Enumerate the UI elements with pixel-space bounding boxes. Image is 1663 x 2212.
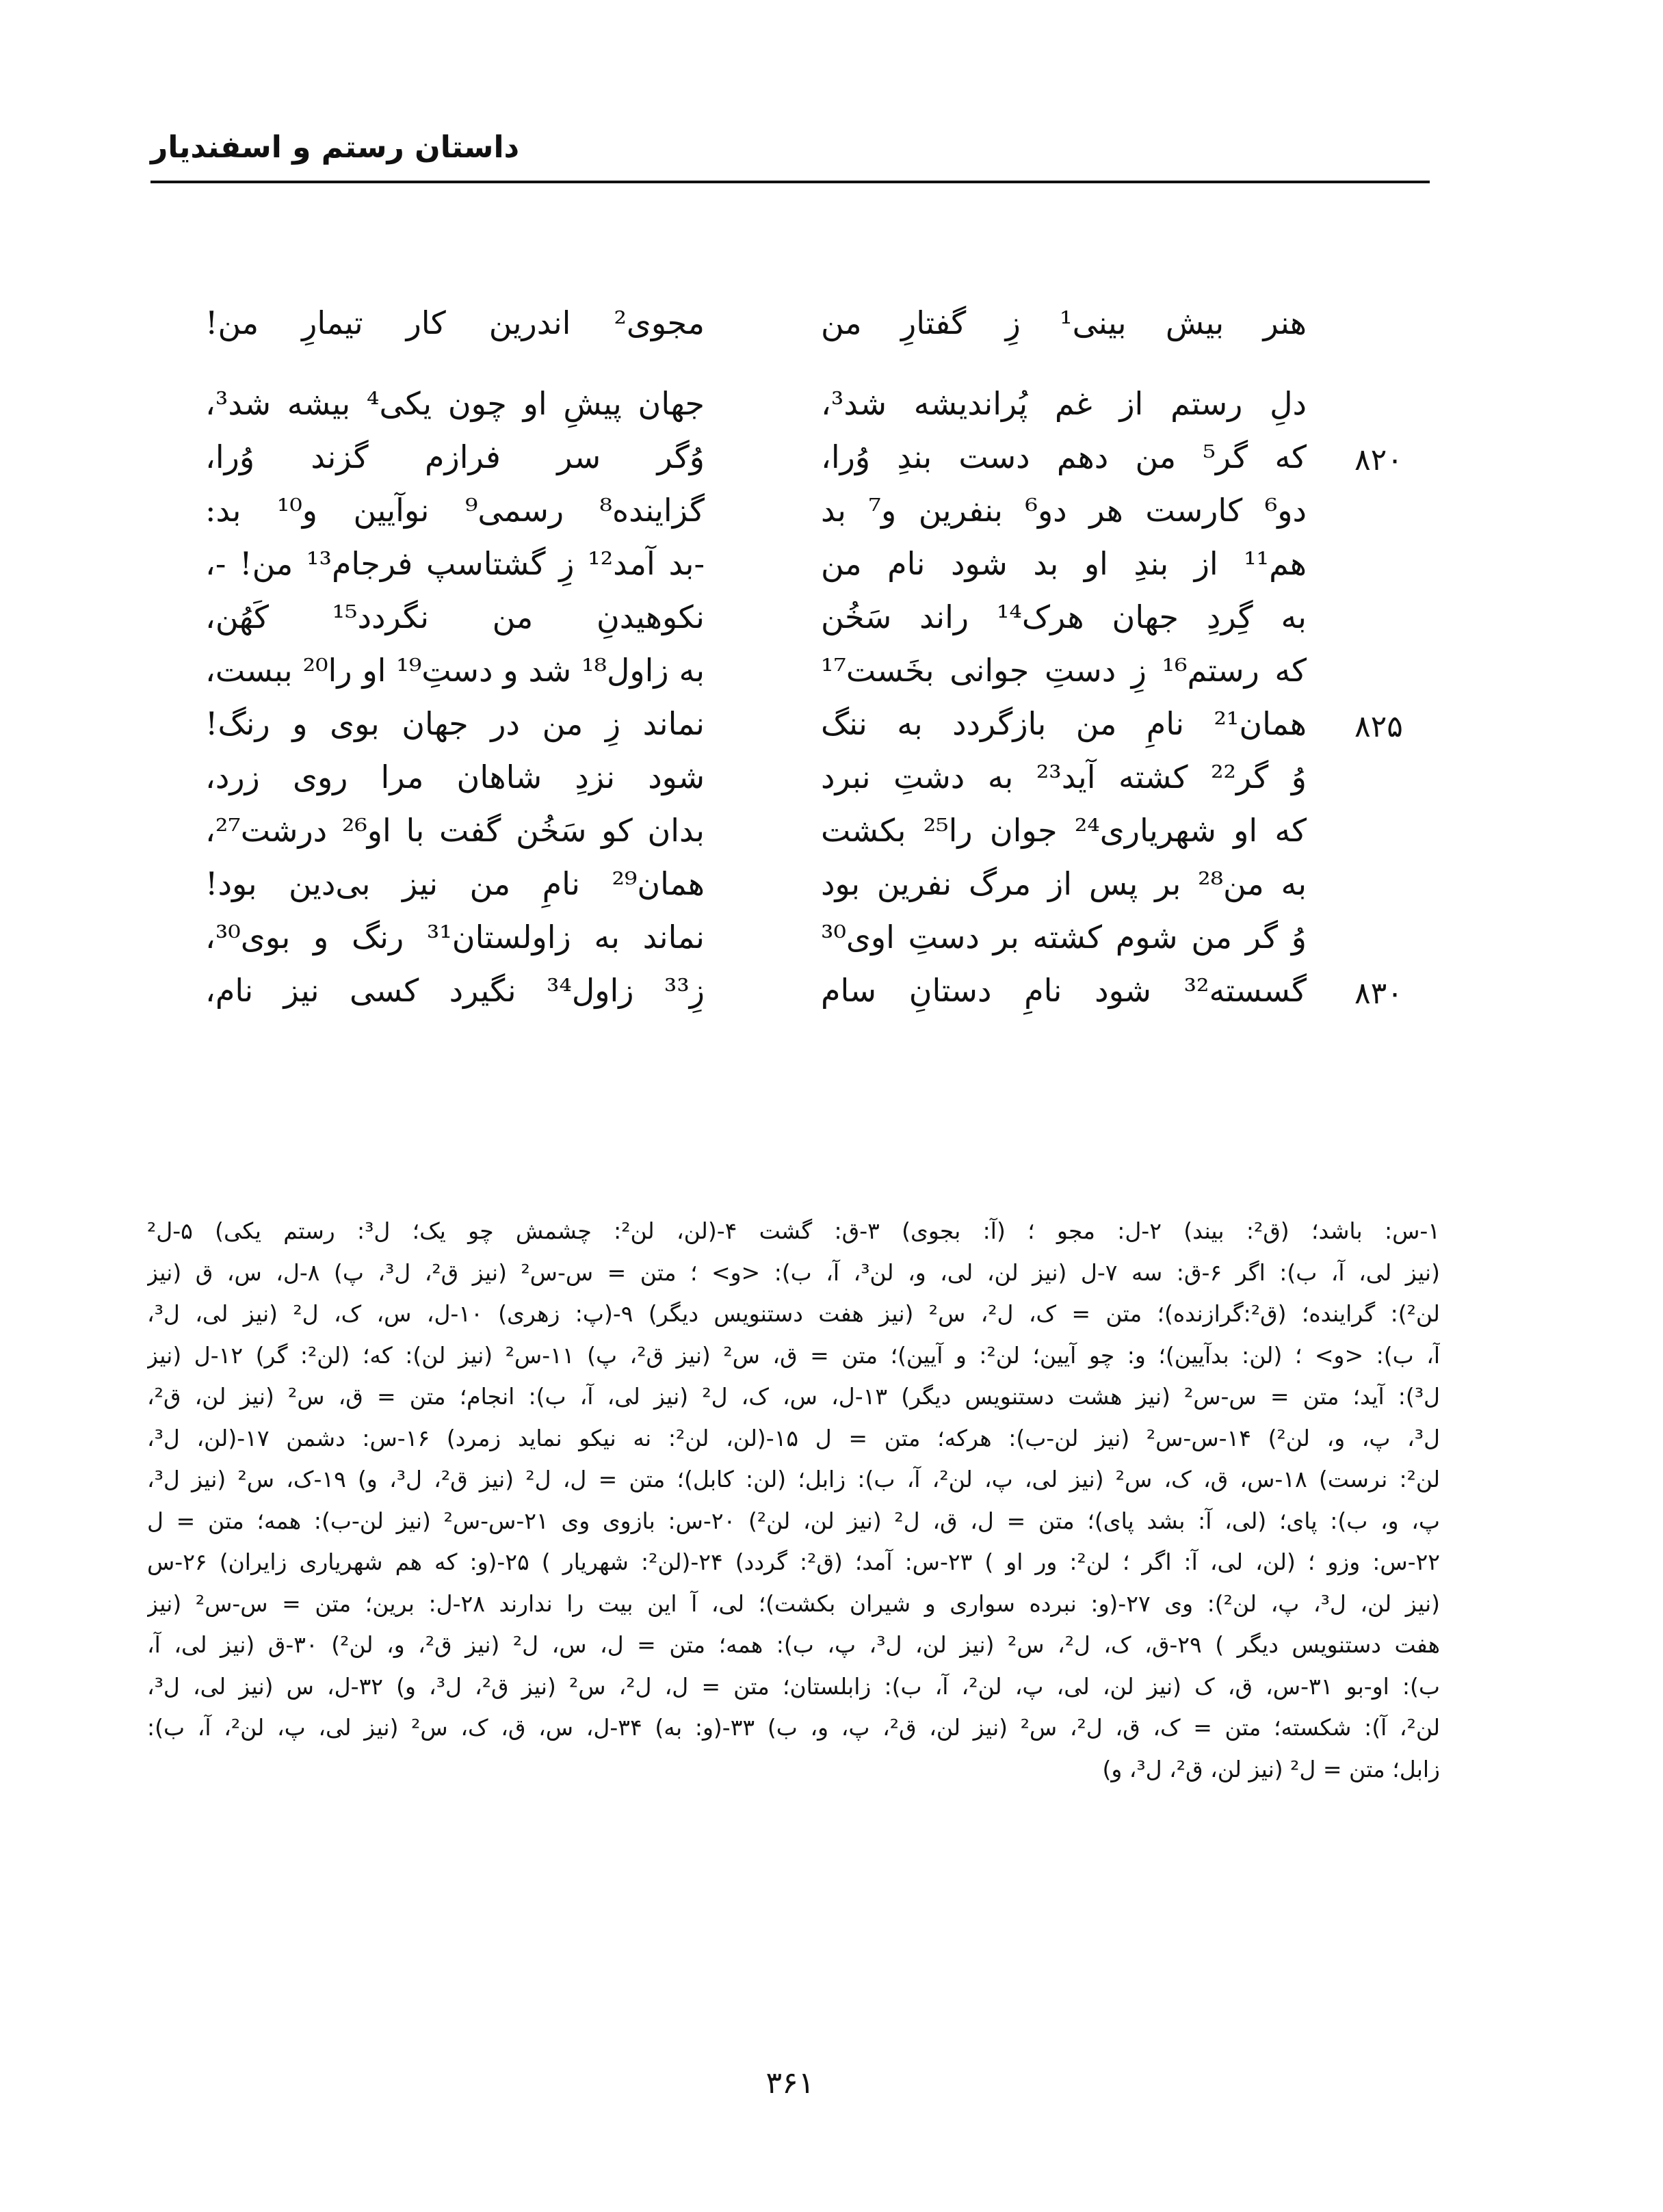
footnote-line: ل³): آید؛ متن = س-س² (نیز هشت دستنویس دیگر) ۱۳-ل، س، ک، ل² (نیز لی، آ، ب): انجام؛ متن = ق، س² (نیز لن، ق²، xyxy=(147,1383,1440,1410)
footnote-line: زابل؛ متن = ل² (نیز لن، ق²، ل³، و) xyxy=(1102,1755,1440,1782)
verse-first-hemistich: دلِ رستم از غم پُراندیشه شد³، xyxy=(821,385,1307,422)
footnote-line: لن²، آ): شکسته؛ متن = ک، ق، ل²، س² (نیز لن، ق²، پ، و، ب) ۳۳-(و: به) ۳۴-ل، س، ق، ک، س² (نیز لی، پ، لن²، آ، ب): xyxy=(147,1714,1440,1741)
verse-first-hemistich: وُ گر²² کشته آید²³ به دشتِ نبرد xyxy=(821,759,1307,795)
footnotes xyxy=(147,1211,1440,1790)
verse-second-hemistich: به زاول¹⁸ شد و دستِ¹⁹ او را²⁰ ببست، xyxy=(205,652,705,689)
verse-row xyxy=(205,545,1423,593)
verse-first-hemistich: که رستم¹⁶ زِ دستِ جوانی بخَست¹⁷ xyxy=(821,652,1307,689)
footnote-line: ۱-س: باشد؛ (ق²: بیند) ۲-ل: مجو ؛ (آ: بجوی) ۳-ق: گشت ۴-(لن، لن²: چشمش چو یک؛ ل³: رستم یکی) ۵-ل² xyxy=(147,1217,1440,1244)
verse-row xyxy=(205,438,1423,486)
verse-first-hemistich: همان²¹ نامِ من بازگردد به ننگ xyxy=(821,705,1307,742)
verse-second-hemistich: گزاینده⁸ رسمی⁹ نوآیین و¹⁰ بد: xyxy=(205,492,705,529)
footnote-line: آ، ب): <و> ؛ (لن: بدآیین)؛ و: چو آیین؛ لن²: و آیین)؛ متن = ق، س² (نیز ق²، پ) ۱۱-س² (نیز لن): که؛ (لن²: گر) ۱۲-ل (نیز xyxy=(147,1341,1440,1369)
verse-first-hemistich: دو⁶ کارست هر دو⁶ بنفرین و⁷ بد xyxy=(821,492,1307,529)
footnote-line: ل³، پ، و، لن²) ۱۴-س-س² (نیز لن-ب): هرکه؛ متن = ل ۱۵-(لن، لن²: نه نیکو نماید زمرد) ۱۶-س: دشمن ۱۷-(لن، ل³، xyxy=(147,1424,1440,1451)
verse-row xyxy=(205,919,1423,966)
verse-second-hemistich: -بد آمد¹² زِ گشتاسپ فرجام¹³ من! -، xyxy=(205,545,705,582)
verse-first-hemistich: هنر بیش بینی¹ زِ گفتارِ من xyxy=(821,304,1307,341)
running-header xyxy=(150,130,1430,185)
footnote-line: پ، و، ب): پای؛ (لی، آ: بشد پای)؛ متن = ل، ق، ل² (نیز لن، لن²) ۲۰-س: بازوی وی ۲۱-س-س² (نیز لن-ب): همه؛ متن = ل xyxy=(147,1507,1440,1534)
verse-row xyxy=(205,385,1423,433)
footnote-line: لن²: نرست) ۱۸-س، ق، ک، س² (نیز لی، پ، لن²، آ، ب): زابل؛ (لن: کابل)؛ متن = ل، ل² (نیز ق²، ل³، و) ۱۹-ک، س² (نیز ل³، xyxy=(147,1466,1440,1492)
verse-second-hemistich: نماند به زاولستان³¹ رنگ و بوی³⁰، xyxy=(205,919,705,956)
verse-second-hemistich: زِ³³ زاول³⁴ نگیرد کسی نیز نام، xyxy=(205,972,705,1009)
verse-second-hemistich: همان²⁹ نامِ من نیز بی‌دین بود! xyxy=(205,865,705,902)
verse-row xyxy=(205,652,1423,700)
verse-row xyxy=(205,759,1423,806)
verse-row xyxy=(205,972,1423,1020)
verse-first-hemistich: که گر⁵ من دهم دست بندِ وُرا، xyxy=(821,438,1307,475)
verse-first-hemistich: به گِردِ جهان هرک¹⁴ راند سَخُن xyxy=(821,598,1307,635)
verse-number: ۸۲۵ xyxy=(1354,709,1403,744)
page-number: ۳۶۱ xyxy=(765,2066,815,2101)
verse-first-hemistich: که او شهریاری²⁴ جوان را²⁵ بکشت xyxy=(821,812,1307,849)
footnote-line: هفت دستنویس دیگر ) ۲۹-ق، ک، ل²، س² (نیز لن، ل³، پ، ب): همه؛ متن = ل، س، ل² (نیز ق²، و، لن²) ۳۰-ق (نیز لی، آ، xyxy=(147,1631,1440,1658)
verse-second-hemistich: شود نزدِ شاهان مرا روی زرد، xyxy=(205,759,705,795)
verse-first-hemistich: هم¹¹ از بندِ او بد شود نام من xyxy=(821,545,1307,582)
footnote-line: لن²): گراینده؛ (ق²:گرازنده)؛ متن = ک، ل²، س² (نیز هفت دستنویس دیگر) ۹-(پ: زهری) ۱۰-ل، س، ک، ل² (نیز لی، ل³، xyxy=(147,1300,1440,1327)
verse-second-hemistich: نکوهیدنِ من نگردد¹⁵ کَهُن، xyxy=(205,598,705,635)
verse-second-hemistich: بدان کو سَخُن گفت با او²⁶ درشت²⁷، xyxy=(205,812,705,849)
footnote-line: ب): او-بو ۳۱-س، ق، ک (نیز لن، لی، پ، لن²، آ، ب): زابلستان؛ متن = ل، ل²، س² (نیز ق²، ل³، و) ۳۲-ل، س (نیز لی، ل³، xyxy=(147,1672,1440,1700)
verse-row xyxy=(205,812,1423,860)
verse-number: ۸۲۰ xyxy=(1354,443,1403,477)
footnote-line: (نیز لن، ل³، پ، لن²): وی ۲۷-(و: نبرده سواری و شیران بکشت)؛ لی، آ این بیت را ندارند ۲۸-ل: برین؛ متن = س-س² (نیز xyxy=(147,1590,1440,1617)
verse-row xyxy=(205,598,1423,646)
header-rule xyxy=(150,181,1430,183)
verse-first-hemistich: به من²⁸ بر پس از مرگ نفرین بود xyxy=(821,865,1307,902)
verse-second-hemistich: جهان پیشِ او چون یکی⁴ بیشه شد³، xyxy=(205,385,705,422)
running-header-title: داستان رستم و اسفندیار xyxy=(150,130,520,165)
verse-first-hemistich: وُ گر من شوم کشته بر دستِ اوی³⁰ xyxy=(821,919,1307,956)
verse-row xyxy=(205,304,1423,352)
verse-row xyxy=(205,492,1423,540)
verse-second-hemistich: مجوی² اندرین کار تیمارِ من! xyxy=(205,304,705,341)
verse-second-hemistich: وُگر سر فرازم گزند وُرا، xyxy=(205,438,705,475)
verse-number: ۸۳۰ xyxy=(1354,976,1403,1011)
verse-row xyxy=(205,705,1423,753)
footnote-line: (نیز لی، آ، ب): اگر ۶-ق: سه ۷-ل (نیز لن، لی، و، لن³، آ، ب): <و> ؛ متن = س-س² (نیز ق²، ل³، پ) ۸-ل، س، ق (نیز xyxy=(147,1259,1440,1286)
verse-row xyxy=(205,865,1423,913)
footnote-line: ۲۲-س: وزو ؛ (لن، لی، آ: اگر ؛ لن²: ور او ) ۲۳-س: آمد؛ (ق²: گردد) ۲۴-(لن²: شهریار ) ۲۵-(و: که هم شهریاری زایران) ۲۶-س xyxy=(147,1549,1440,1575)
verse-second-hemistich: نماند زِ من در جهان بوی و رنگ! xyxy=(205,705,705,742)
verse-first-hemistich: گسسته³² شود نامِ دستانِ سام xyxy=(821,972,1307,1009)
